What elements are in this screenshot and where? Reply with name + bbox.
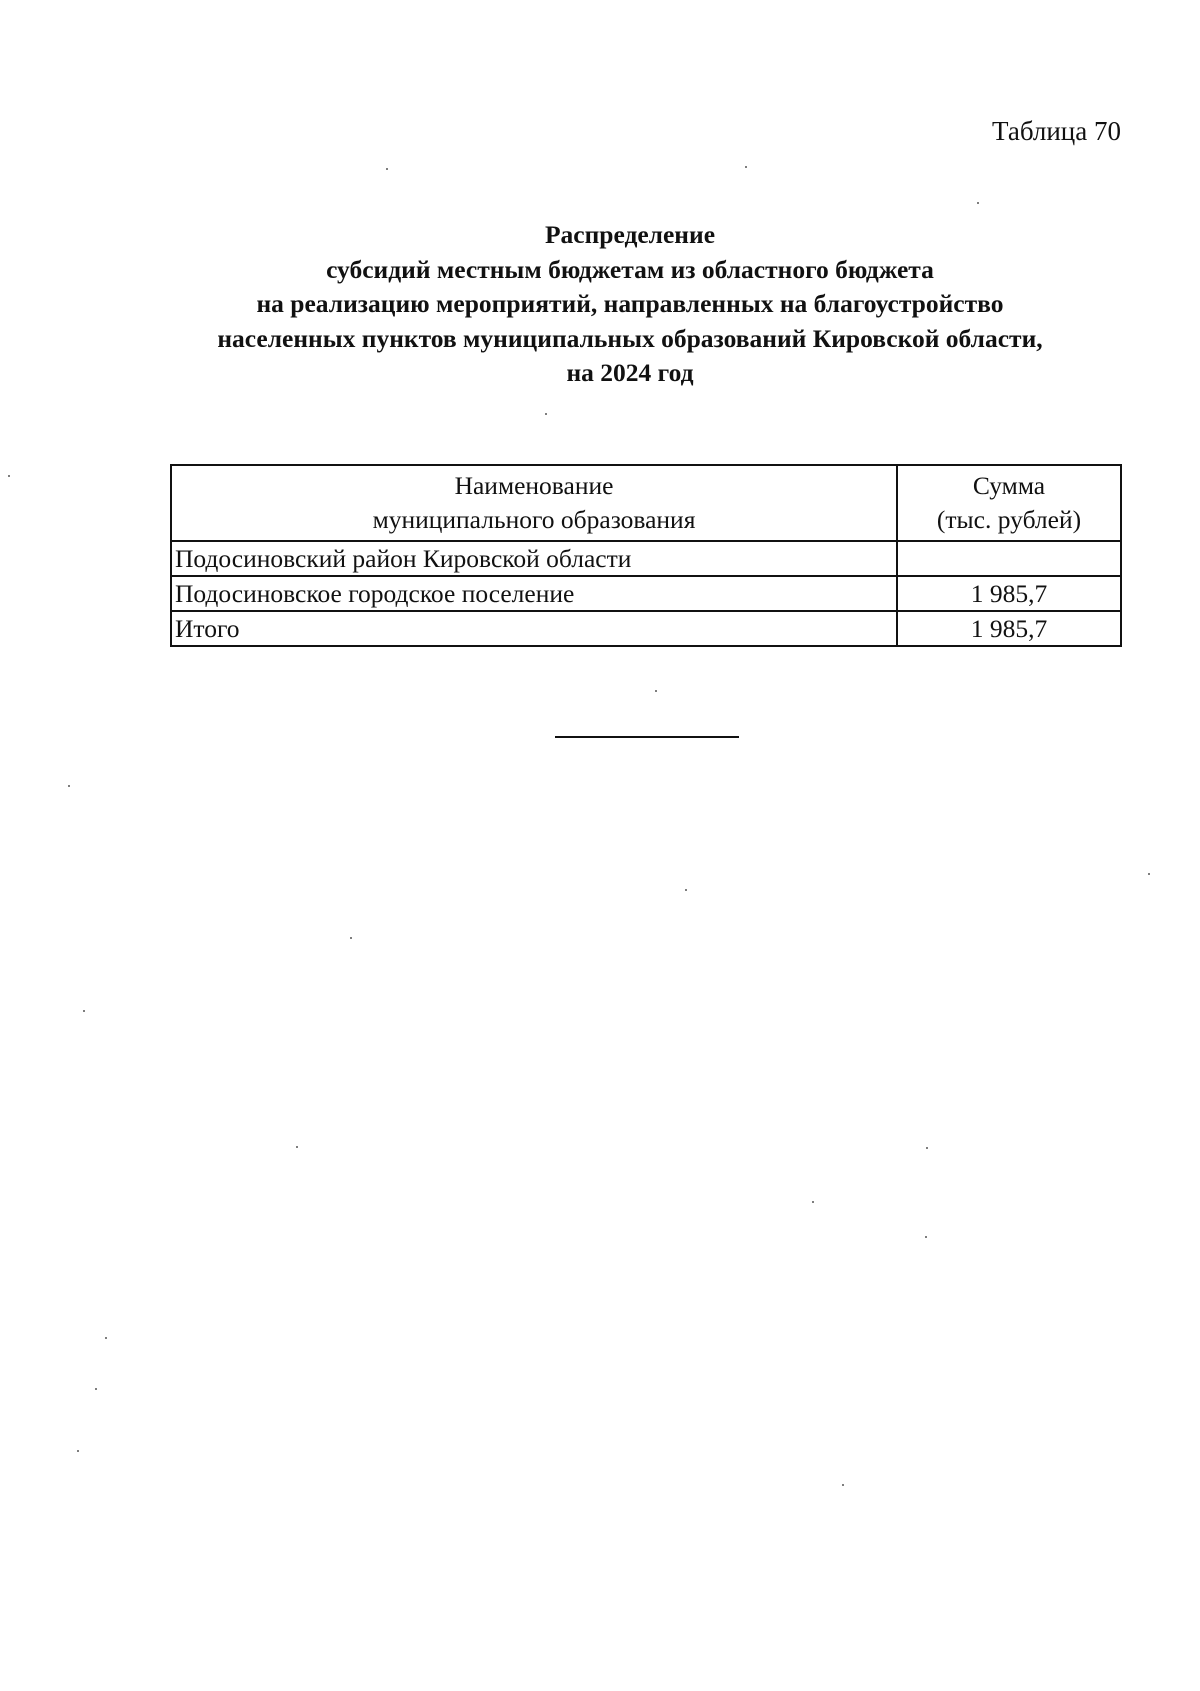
scan-speck [685,889,687,891]
header-municipality-name [171,465,897,541]
table-row [171,576,1121,611]
header-sum [897,465,1121,541]
header-sum-line: (тыс. рублей) [936,505,1082,534]
table-header-row [171,465,1121,541]
scan-speck [77,1450,79,1452]
title-line: на 2024 год [566,358,694,387]
total-sum-cell: 1 985,7 [897,611,1121,646]
scan-speck [83,1010,85,1012]
scan-speck [745,166,747,168]
header-sum-line: Сумма [972,471,1046,500]
scan-speck [655,690,657,692]
scan-speck [350,937,352,939]
scan-speck [296,1146,298,1148]
scan-speck [925,1236,927,1238]
header-name-line: Наименование [454,471,614,500]
table-total-row [171,611,1121,646]
municipality-name-cell: Подосиновский район Кировской области [171,541,897,576]
scan-speck [812,1201,814,1203]
title-line: населенных пунктов муниципальных образований Кировской области, [217,323,1043,353]
total-label-cell: Итого [171,611,897,646]
scan-speck [545,413,547,415]
sum-cell [897,541,1121,576]
title-line: субсидий местным бюджетам из областного бюджета [326,254,934,284]
scan-speck [977,202,979,204]
subsidy-distribution-table [170,464,1122,647]
closing-divider-line [555,736,739,738]
scan-speck [1148,873,1150,875]
scan-speck [926,1147,928,1149]
scan-speck [842,1484,844,1486]
header-name-line: муниципального образования [372,505,696,534]
sum-cell: 1 985,7 [897,576,1121,611]
document-title [140,218,1120,391]
table-row [171,541,1121,576]
scan-speck [105,1337,107,1339]
scan-speck [386,168,388,170]
scan-speck [8,475,10,477]
table-number-label: Таблица 70 [992,116,1121,146]
scan-speck [95,1388,97,1390]
title-line: на реализацию мероприятий, направленных на благоустройство [256,289,1004,318]
title-line: Распределение [544,220,716,249]
scan-speck [68,785,70,787]
municipality-name-cell: Подосиновское городское поселение [171,576,897,611]
